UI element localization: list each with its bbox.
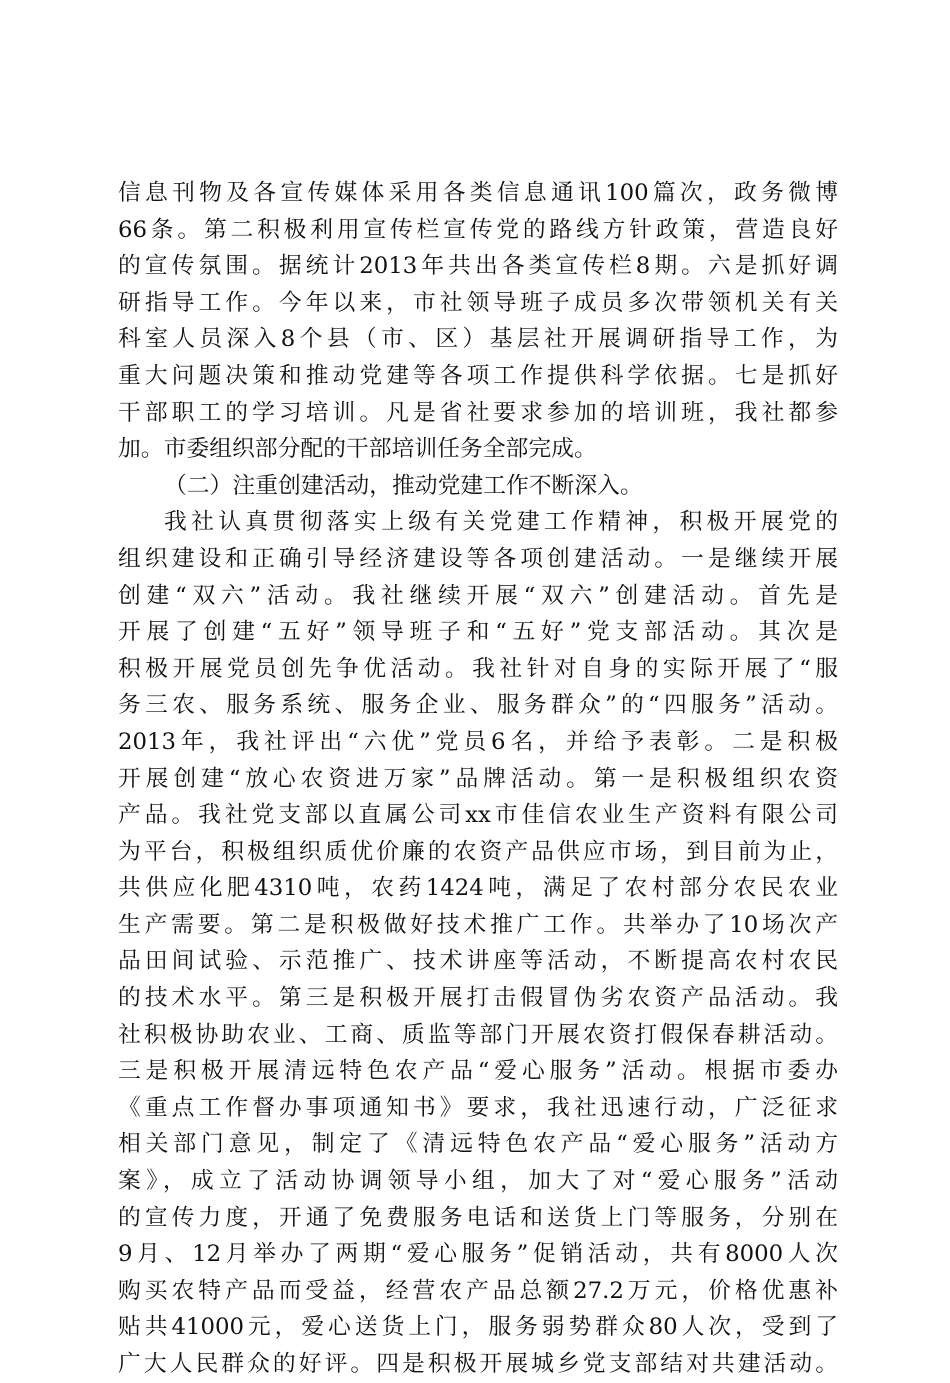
text-line: 三是积极开展清远特色农产品“爱心服务”活动。根据市委办	[118, 1058, 838, 1085]
text-line: 产品。我社党支部以直属公司xx市佳信农业生产资料有限公司	[118, 802, 838, 829]
text-line: 购买农特产品而受益，经营农产品总额27.2万元，价格优惠补	[118, 1277, 838, 1304]
text-line: 务三农、服务系统、服务企业、服务群众”的“四服务”活动。	[118, 692, 838, 719]
text-line: 的宣传力度，开通了免费服务电话和送货上门等服务，分别在	[118, 1204, 838, 1231]
text-line: 生产需要。第二是积极做好技术推广工作。共举办了10场次产	[118, 911, 838, 938]
text-line: 9月、12月举办了两期“爱心服务”促销活动，共有8000人次	[118, 1241, 838, 1268]
text-line: 创建“双六”活动。我社继续开展“双六”创建活动。首先是	[118, 582, 838, 609]
text-line: 案》，成立了活动协调领导小组，加大了对“爱心服务”活动	[118, 1168, 838, 1195]
text-line: 我社认真贯彻落实上级有关党建工作精神，积极开展党的	[164, 509, 838, 536]
text-line: （二）注重创建活动，推动党建工作不断深入。	[164, 472, 643, 499]
text-line: 共供应化肥4310吨，农药1424吨，满足了农村部分农民农业	[118, 875, 838, 902]
document-text-body	[118, 175, 838, 1383]
text-line: 积极开展党员创先争优活动。我社针对自身的实际开展了“服	[118, 655, 838, 682]
text-line: 广大人民群众的好评。四是积极开展城乡党支部结对共建活动。	[118, 1351, 838, 1377]
text-line: 品田间试验、示范推广、技术讲座等活动，不断提高农村农民	[118, 948, 838, 975]
text-line: 开展创建“放心农资进万家”品牌活动。第一是积极组织农资	[118, 765, 838, 792]
text-line: 的技术水平。第三是积极开展打击假冒伪劣农资产品活动。我	[118, 985, 838, 1012]
text-line: 为平台，积极组织质优价廉的农资产品供应市场，到目前为止，	[118, 838, 838, 865]
text-line: 研指导工作。今年以来，市社领导班子成员多次带领机关有关	[118, 289, 838, 316]
text-line: 的宣传氛围。据统计2013年共出各类宣传栏8期。六是抓好调	[118, 253, 838, 280]
text-line: 《重点工作督办事项通知书》要求，我社迅速行动，广泛征求	[118, 1094, 838, 1121]
text-line: 组织建设和正确引导经济建设等各项创建活动。一是继续开展	[118, 545, 838, 572]
text-line: 相关部门意见，制定了《清远特色农产品“爱心服务”活动方	[118, 1131, 838, 1158]
text-line: 信息刊物及各宣传媒体采用各类信息通讯100篇次，政务微博	[118, 180, 838, 206]
text-line: 社积极协助农业、工商、质监等部门开展农资打假保春耕活动。	[118, 1021, 838, 1048]
text-line: 开展了创建“五好”领导班子和“五好”党支部活动。其次是	[118, 619, 838, 646]
text-line: 66条。第二积极利用宣传栏宣传党的路线方针政策，营造良好	[118, 216, 838, 243]
text-line: 干部职工的学习培训。凡是省社要求参加的培训班，我社都参	[118, 399, 838, 426]
text-line: 加。市委组织部分配的干部培训任务全部完成。	[118, 436, 597, 463]
text-line: 2013年，我社评出“六优”党员6名，并给予表彰。二是积极	[118, 728, 838, 755]
text-line: 重大问题决策和推动党建等各项工作提供科学依据。七是抓好	[118, 362, 838, 389]
text-line: 贴共41000元，爱心送货上门，服务弱势群众80人次，受到了	[118, 1314, 838, 1341]
text-line: 科室人员深入8个县（市、区）基层社开展调研指导工作，为	[118, 326, 838, 353]
